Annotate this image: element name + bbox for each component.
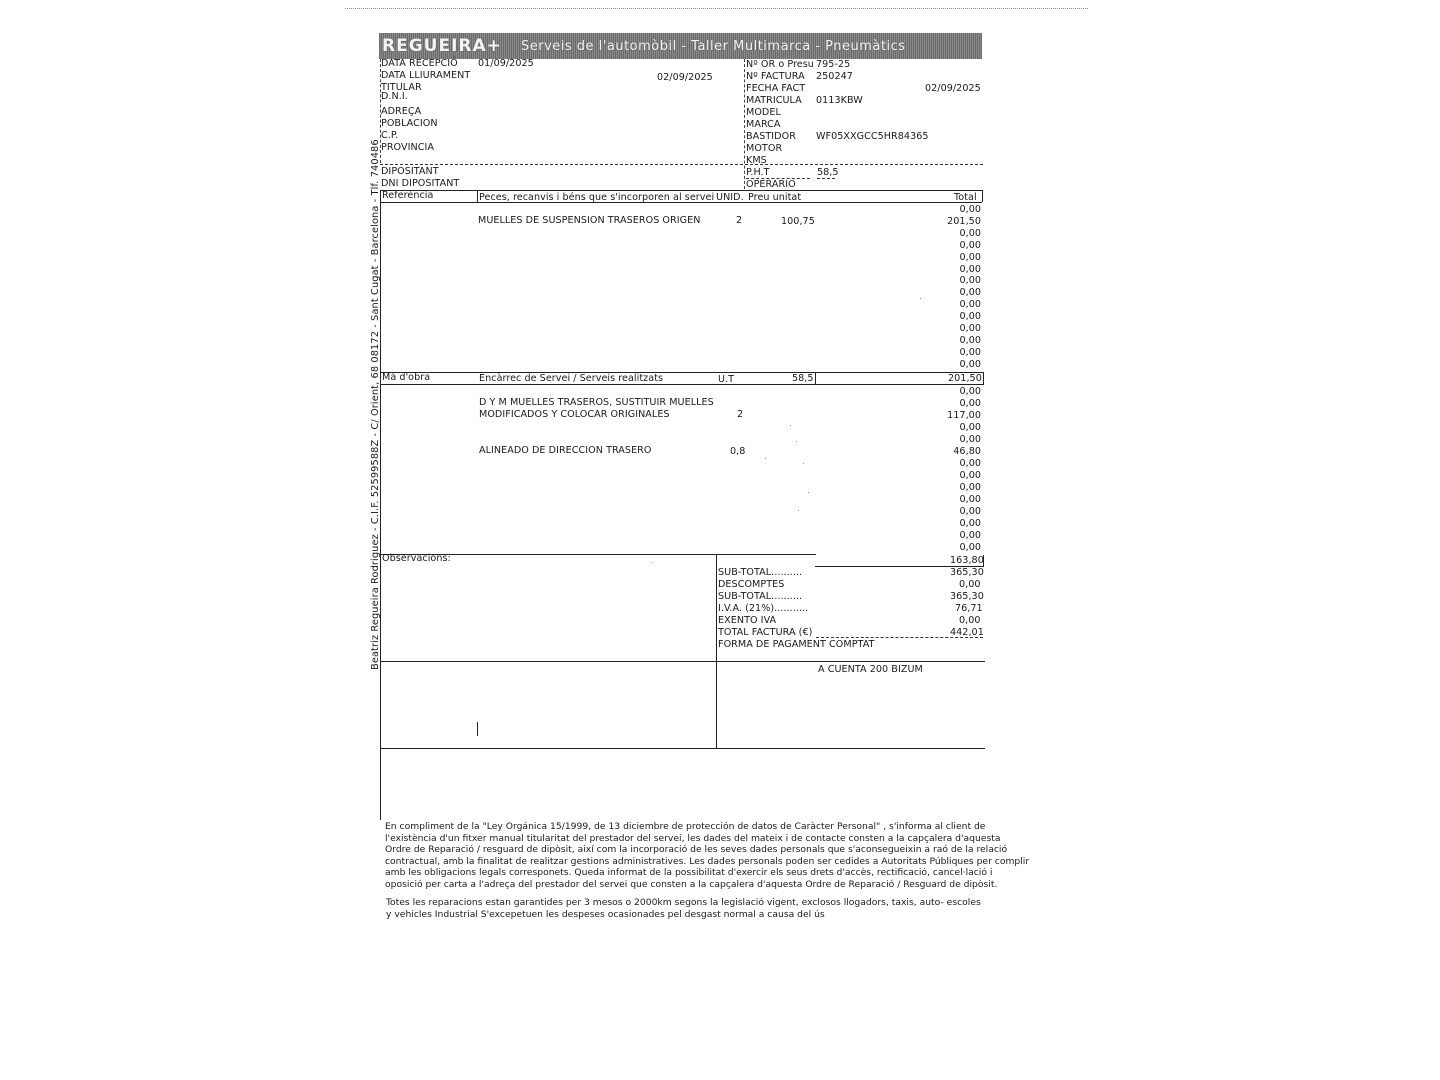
legal-line: l'existència d'un fitxer manual titularitat del prestador del servei, les dades del mateix i de contacte consten a la capçalera d'aquesta — [385, 832, 1001, 844]
summary-left-border — [716, 554, 717, 748]
scan-speck — [808, 492, 809, 493]
exento-value: 0,00 — [959, 615, 981, 626]
motor-label: MOTOR — [746, 143, 783, 154]
bottom-separator — [380, 748, 985, 749]
total-cell: 0,00 — [959, 311, 981, 323]
part-item-price: 100,75 — [781, 216, 815, 227]
total-cell: 0,00 — [959, 422, 981, 433]
scan-speck — [796, 441, 797, 442]
subtotal2-label: SUB-TOTAL.......... — [718, 591, 803, 602]
matricula-value: 0113KBW — [816, 95, 863, 106]
labor-header-top — [380, 372, 984, 373]
provincia-label: PROVINCIA — [381, 142, 434, 153]
dipositant-label: DIPOSITANT — [381, 166, 439, 177]
parts-subtotal: 201,50 — [948, 373, 982, 384]
labor-item1-line1: D Y M MUELLES TRASEROS, SUSTITUIR MUELLES — [479, 397, 714, 408]
labor-item2-desc: ALINEADO DE DIRECCION TRASERO — [479, 445, 652, 456]
fecha-fact-value: 02/09/2025 — [925, 83, 981, 94]
factura-label: Nº FACTURA — [746, 71, 805, 82]
scan-speck — [765, 458, 766, 459]
iva-value: 76,71 — [955, 603, 983, 614]
total-cell: 46,80 — [953, 446, 981, 457]
ref-header: Referència — [382, 190, 434, 201]
total-cell: 0,00 — [959, 346, 981, 358]
cp-label: C.P. — [381, 130, 399, 141]
payment-separator — [380, 661, 985, 662]
data-recepcio-value: 01/09/2025 — [478, 58, 534, 69]
factura-value: 250247 — [816, 71, 853, 82]
header-tagline: Serveis de l'automòbil - Taller Multimarca - Pneumàtics — [521, 39, 906, 54]
parts-col-sep-1 — [477, 190, 478, 202]
total-cell: 0,00 — [959, 530, 981, 541]
labor-item1-line2: MODIFICADOS Y COLOCAR ORIGINALES — [479, 409, 670, 420]
labor-item2-qty: 0,8 — [730, 446, 746, 457]
total-header: Total — [954, 192, 977, 203]
total-cell: 0,00 — [959, 518, 981, 529]
legal-line: oposició per carta a l'adreça del prestador del servei que consten a la capçalera d'aquesta Ordre de Reparació / Resguard de dipòsit. — [385, 879, 998, 890]
total-cell: 0,00 — [959, 251, 981, 263]
unid-header: UNID. — [716, 192, 744, 203]
dni-dipositant-label: DNI DIPOSITANT — [381, 178, 460, 189]
total-cell: 0,00 — [959, 434, 981, 445]
kms-label: KMS — [746, 155, 767, 166]
scan-speck — [920, 298, 921, 299]
total-cell: 0,00 — [959, 323, 981, 334]
total-cell: 0,00 — [959, 299, 981, 311]
total-cell: 0,00 — [959, 542, 981, 553]
scan-speck — [798, 510, 799, 511]
labor-header-bottom — [380, 384, 984, 385]
parts-desc-header: Peces, recanvis i béns que s'incorporen al servei — [479, 192, 715, 203]
part-item-qty: 2 — [736, 215, 743, 226]
dni-label — [381, 91, 408, 106]
brand-logo: REGUEIRA+ — [382, 36, 502, 56]
bastidor-label: BASTIDOR — [746, 131, 796, 142]
adreca-label: ADREÇA — [381, 106, 422, 117]
total-cell: 117,00 — [947, 410, 981, 421]
total-cell: 201,50 — [947, 215, 981, 227]
total-cell: 0,00 — [959, 398, 981, 409]
fecha-fact-label: FECHA FACT — [746, 83, 806, 94]
or-value: 795-25 — [816, 59, 851, 70]
total-cell: 0,00 — [959, 506, 981, 517]
price-header: Preu unitat — [748, 192, 802, 203]
data-lliurament-label: DATA LLIURAMENT — [381, 70, 471, 81]
descomptes-value: 0,00 — [959, 579, 981, 590]
exento-label: EXENTO IVA — [718, 615, 777, 626]
total-cell: 0,00 — [959, 458, 981, 469]
descomptes-label: DESCOMPTES — [718, 579, 785, 590]
payment-label: FORMA DE PAGAMENT COMPTAT — [718, 639, 875, 650]
pht-value: 58,5 — [817, 167, 839, 178]
data-recepcio-label: DATA RECEPCIÓ — [381, 58, 458, 69]
marca-label: MARCA — [746, 119, 781, 130]
iva-label: I.V.A. (21%)........... — [718, 603, 809, 614]
dni-label-text: D.N.I. — [381, 91, 408, 102]
total-label: TOTAL FACTURA (€) — [718, 627, 813, 638]
total-cell: 0,00 — [959, 275, 981, 287]
subtotal2-value: 365,30 — [950, 591, 984, 602]
total-cell: 0,00 — [959, 227, 981, 239]
pht-value-underline — [817, 178, 835, 179]
legal-line: amb les obligacions legals corresponets. Queda informat de la possibilitat d'exercir els seus drets d'accès, rectificació, cancel·lació i — [385, 867, 993, 879]
legal-line: y vehicles Industrial S'excepetuen les despeses ocasionades pel desgast normal a causa del ús — [386, 908, 825, 920]
model-label: MODEL — [746, 107, 781, 118]
cursor-mark — [477, 722, 478, 736]
total-value: 442,01 — [950, 627, 984, 638]
header-divider — [744, 59, 745, 189]
labor-col-sep — [815, 372, 816, 384]
total-cell: 0,00 — [959, 386, 981, 397]
total-cell: 0,00 — [959, 204, 981, 215]
company-side-info: Beatriz Regueira Rodriguez - C.I.F. 52599588Z - C/ Orient, 68 08172 - Sant Cugat - Barcelona - Tlf. 740486 — [370, 139, 381, 670]
scan-speck — [803, 463, 804, 464]
legal-line: En compliment de la "Ley Orgánica 15/1999, de 13 diciembre de protección de datos de Caràcter Personal" , s'informa al client de — [385, 821, 986, 832]
parts-col-sep-right — [982, 190, 983, 202]
total-cell: 0,00 — [959, 482, 981, 493]
total-underline — [816, 637, 983, 638]
payment-note: A CUENTA 200 BIZUM — [818, 664, 923, 675]
scan-speck — [790, 425, 791, 426]
titular-label: TITULAR — [381, 82, 422, 93]
labor-header-label: Mà d'obra — [382, 372, 431, 383]
table-left-border — [380, 190, 381, 820]
labor-col-sep-right — [983, 372, 984, 384]
or-label: Nº OR o Presu — [746, 59, 814, 70]
total-cell: 0,00 — [959, 358, 981, 370]
operario-label: OPERARIO — [746, 179, 796, 190]
bastidor-value: WF05XXGCC5HR84365 — [816, 131, 929, 142]
matricula-label: MATRICULA — [746, 95, 802, 106]
header-separator — [380, 164, 983, 165]
labor-item1-qty: 2 — [737, 409, 744, 420]
scan-speck — [651, 562, 652, 563]
subtotal1-value: 365,30 — [950, 567, 984, 578]
labor-desc-header: Encàrrec de Servei / Serveis realitzats — [479, 373, 664, 384]
total-cell: 0,00 — [959, 263, 981, 275]
total-cell: 0,00 — [959, 494, 981, 505]
labor-rate: 58,5 — [792, 373, 814, 384]
part-item-desc: MUELLES DE SUSPENSION TRASEROS ORIGEN — [478, 215, 701, 226]
ut-header: U.T — [718, 374, 735, 385]
total-cell: 0,00 — [959, 334, 981, 346]
data-lliurament-value: 02/09/2025 — [657, 72, 713, 83]
legal-line: Totes les reparacions estan garantides per 3 mesos o 2000km segons la legislació vigent, exclosos llogadors, taxis, auto- escoles — [386, 897, 981, 908]
total-cell: 0,00 — [959, 470, 981, 481]
header-banner — [379, 33, 982, 59]
observations-label: Observacions: — [382, 553, 451, 564]
labor-subtotal: 163,80 — [950, 555, 984, 566]
parts-table-top — [380, 190, 982, 191]
total-cell: 0,00 — [959, 287, 981, 299]
legal-line: Ordre de Reparació / resguard de dipòsit, així com la incorporació de les seves dades personals que s'aconsegueixin a raó de la relació — [385, 844, 1008, 856]
pht-label: P.H.T — [746, 167, 770, 178]
total-cell: 0,00 — [959, 239, 981, 251]
subtotal1-label: SUB-TOTAL.......... — [718, 567, 803, 578]
poblacion-label: POBLACION — [381, 118, 438, 129]
legal-line: contractual, amb la finalitat de realitzar gestions administratives. Les dades personals poden ser cedides a Autoritats Públiques per complir — [385, 855, 1030, 867]
